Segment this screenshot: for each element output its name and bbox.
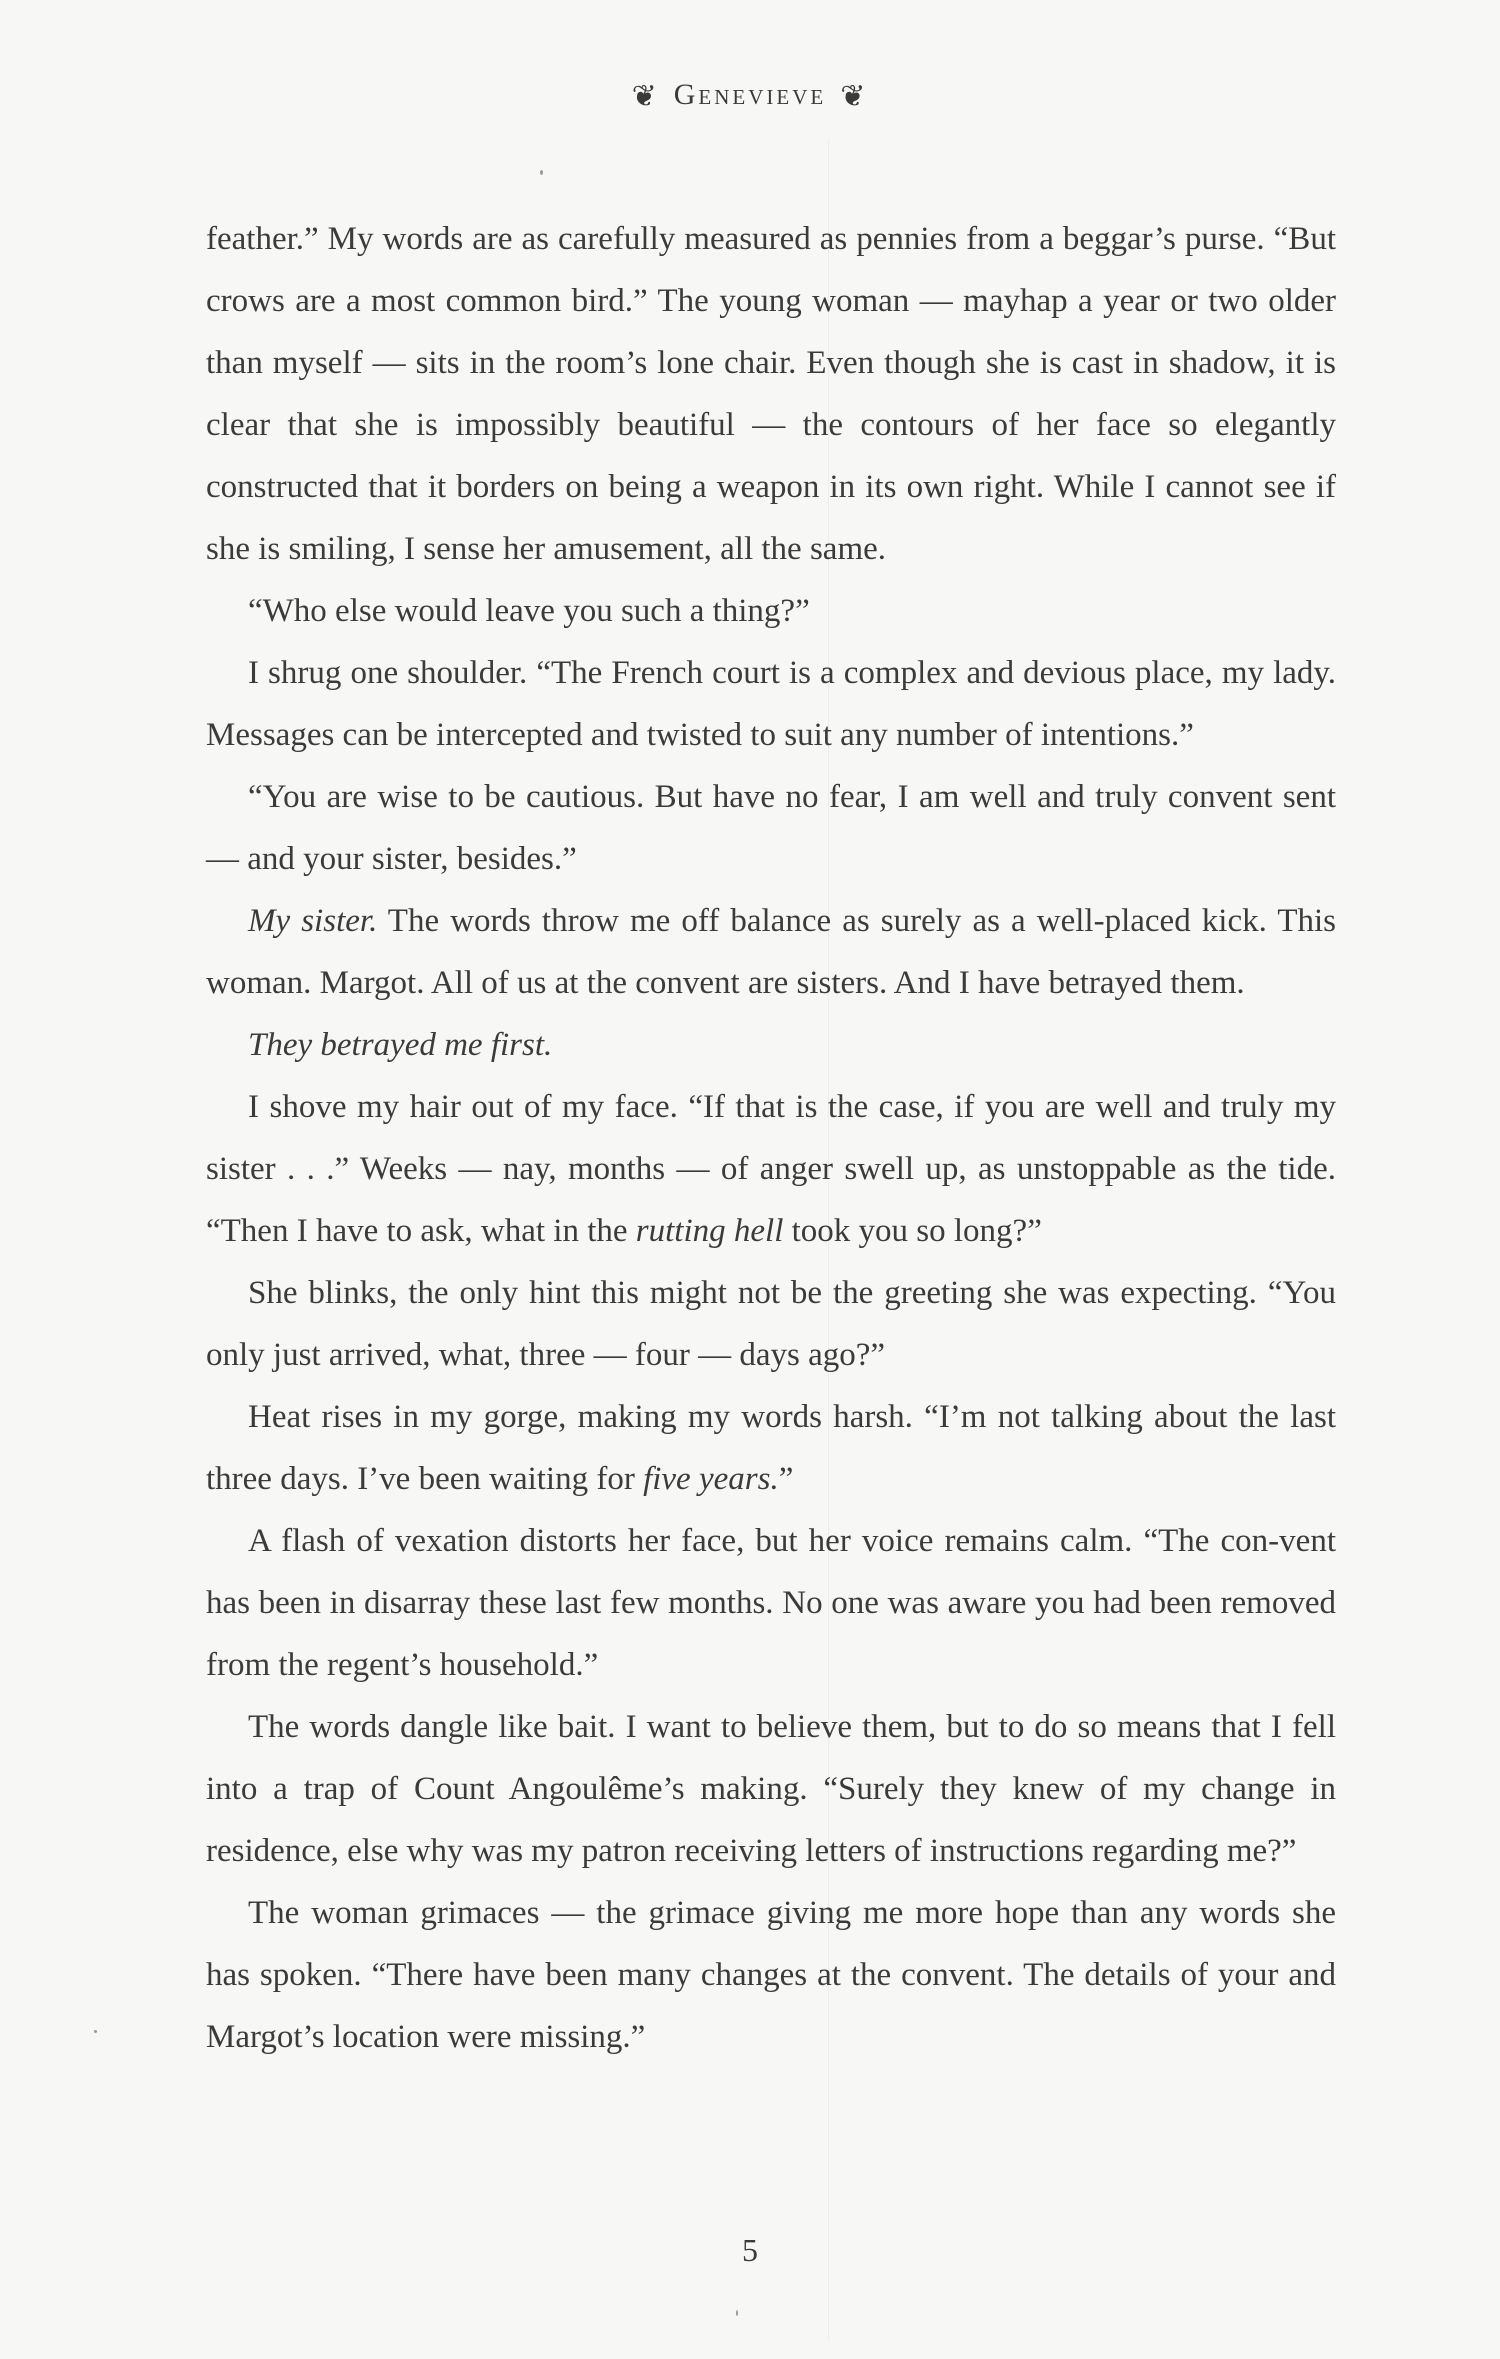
paragraph (206, 1386, 1336, 1510)
dust-speck (736, 2310, 738, 2316)
dust-speck (540, 170, 543, 175)
paragraph (206, 208, 1336, 580)
paragraph (206, 1696, 1336, 1882)
paragraph-text: The words dangle like bait. I want to believe them, but to do so means that I fell into a trap of Count Angoulême’s making. “Surely they knew of my change in residence, else why was my patron receiving letters of instructions regarding me?” (206, 1709, 1336, 1869)
running-head-title: Genevieve (673, 78, 827, 111)
italic-text: My sister. (248, 903, 378, 939)
italic-text: five years. (643, 1461, 779, 1497)
paragraph-text: The words throw me off balance as surely as a well-placed kick. This woman. Margot. All of us at the convent are sisters. And I have betrayed them. (206, 903, 1336, 1001)
body-text (206, 208, 1336, 2068)
paragraph (206, 580, 1336, 642)
paragraph-text: Heat rises in my gorge, making my words harsh. “I’m not talking about the last three days. I’ve been waiting for (206, 1399, 1336, 1497)
paragraph (206, 1510, 1336, 1696)
paragraph-text: The woman grimaces — the grimace giving me more hope than any words she has spoken. “There have been many changes at the convent. The details of your and Margot’s location were missing.” (206, 1895, 1336, 2055)
paragraph (206, 890, 1336, 1014)
right-fleuron-icon: ❦ (840, 80, 869, 113)
paragraph-text: “You are wise to be cautious. But have no fear, I am well and truly convent sent — and your sister, besides.” (206, 779, 1336, 877)
paragraph (206, 1882, 1336, 2068)
page-number: 5 (742, 2232, 758, 2268)
paragraph-text: “Who else would leave you such a thing?” (248, 593, 810, 629)
dust-speck (94, 2030, 97, 2033)
italic-text: rutting hell (635, 1213, 784, 1249)
scan-fold-line (828, 140, 829, 2340)
left-fleuron-icon: ❦ (631, 80, 660, 113)
paragraph (206, 1076, 1336, 1262)
paragraph (206, 766, 1336, 890)
italic-text: They betrayed me first. (248, 1027, 553, 1063)
paragraph-text: She blinks, the only hint this might not be the greeting she was expecting. “You only just arrived, what, three — four — days ago?” (206, 1275, 1336, 1373)
running-head (0, 78, 1500, 114)
paragraph (206, 1014, 1336, 1076)
paragraph-text: feather.” My words are as carefully measured as pennies from a beggar’s purse. “But crows are a most common bird.” The young woman — mayhap a year or two older than myself — sits in the room’s lone chair. Even though she is cast in shadow, it is clear that she is impossibly beautiful — the contours of her face so elegantly constructed that it borders on being a weapon in its own right. While I cannot see if she is smiling, I sense her amusement, all the same. (206, 221, 1336, 567)
paragraph-text: ” (778, 1461, 794, 1497)
paragraph (206, 642, 1336, 766)
paragraph-text: A flash of vexation distorts her face, but her voice remains calm. “The con-vent has been in disarray these last few months. No one was aware you had been removed from the regent’s household.” (206, 1523, 1336, 1683)
paragraph-text: took you so long?” (783, 1213, 1042, 1249)
paragraph (206, 1262, 1336, 1386)
paragraph-text: I shove my hair out of my face. “If that is the case, if you are well and truly my sister . . .” Weeks — nay, months — of anger swell up, as unstoppable as the tide. “Then I have to ask, what in the (206, 1089, 1336, 1249)
paragraph-text: I shrug one shoulder. “The French court is a complex and devious place, my lady. Messages can be intercepted and twisted to suit any number of intentions.” (206, 655, 1336, 753)
